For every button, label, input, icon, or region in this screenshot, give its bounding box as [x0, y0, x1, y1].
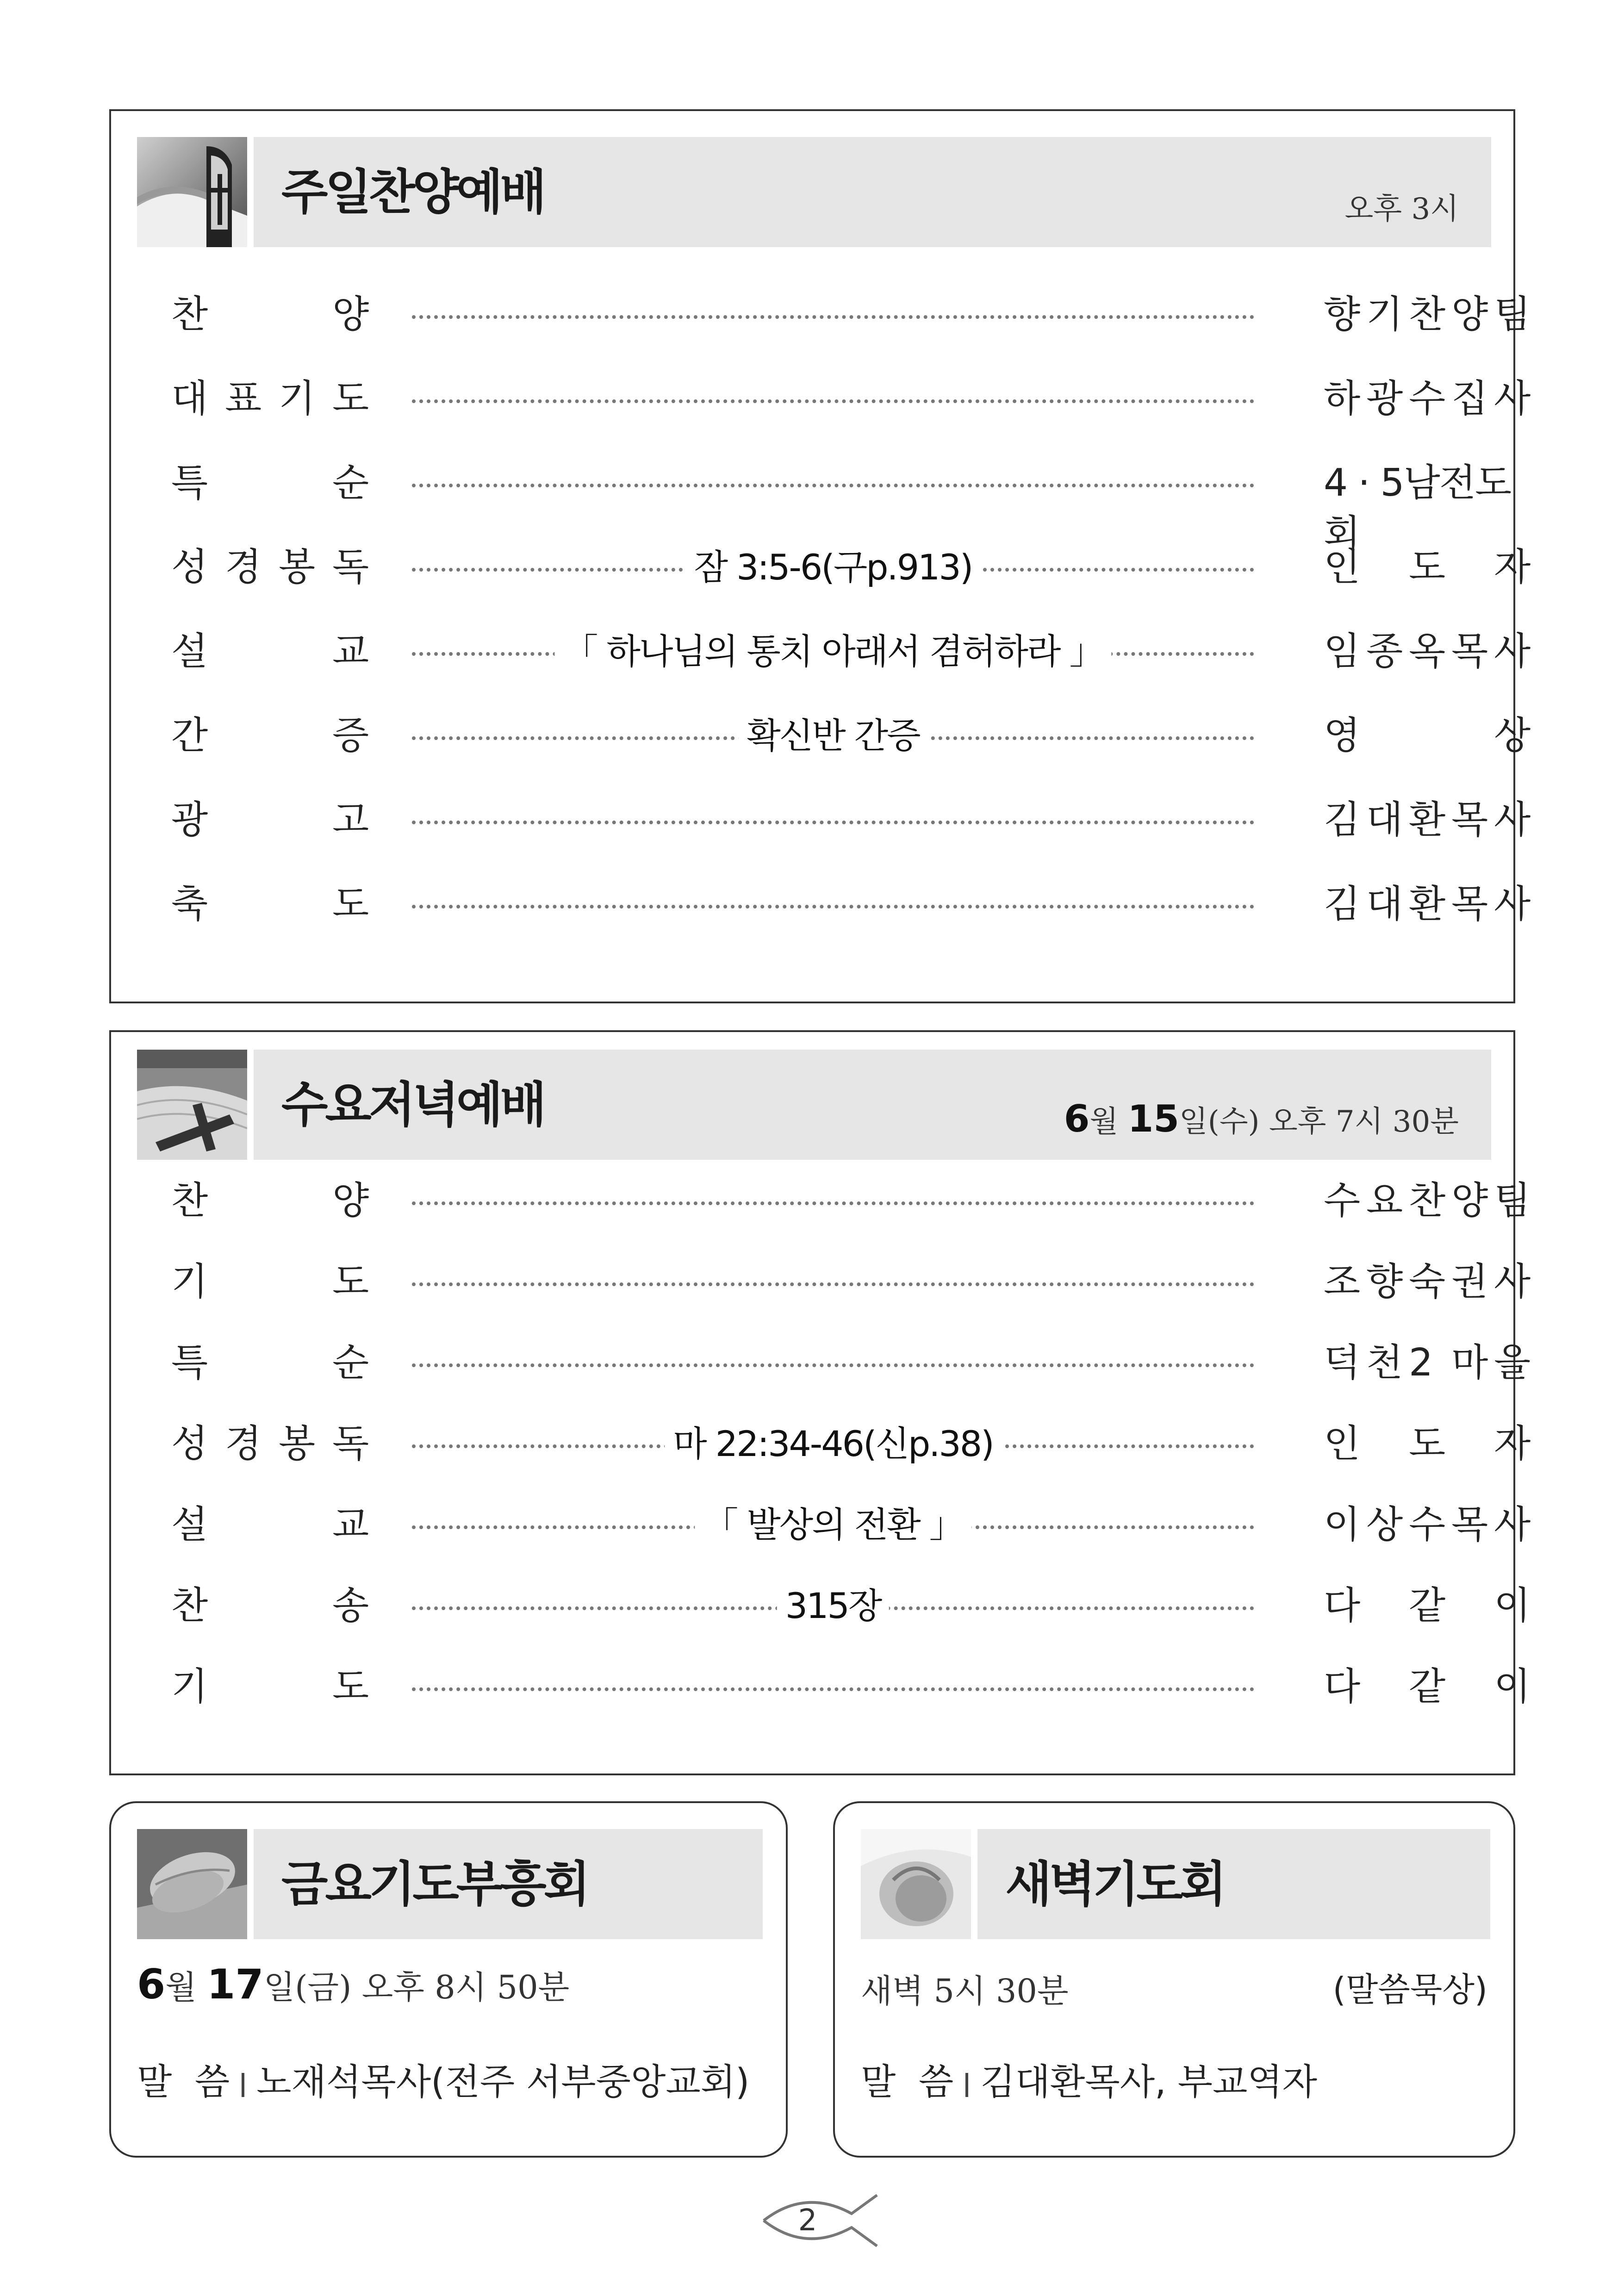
- sunday-service-box: [109, 109, 1531, 1003]
- label-char: 특: [171, 1341, 208, 1385]
- person-char: 영: [1324, 714, 1361, 758]
- label-char: 광: [171, 798, 208, 842]
- program-row: [171, 458, 1513, 556]
- program-row: [171, 1580, 1531, 1631]
- person-char: 천: [1366, 1341, 1403, 1385]
- bible-cross-photo-2: [137, 1050, 247, 1160]
- program-row: [171, 626, 1531, 677]
- program-row: [171, 1661, 1531, 1712]
- dawn-title: 새벽기도회: [1005, 1856, 1224, 1912]
- label-char: 봉: [279, 545, 316, 589]
- label-char: 독: [332, 545, 369, 589]
- wednesday-title: 수요저녁예배: [281, 1076, 544, 1133]
- program-item-person: [1324, 542, 1532, 593]
- person-char: 이: [1494, 1584, 1531, 1628]
- program-item-detail: 마 22:34-46(신p.38): [665, 1419, 1002, 1469]
- person-char: 마: [1451, 1341, 1488, 1385]
- program-row: [171, 1419, 1531, 1469]
- dotted-leader: [412, 484, 1254, 487]
- label-char: 대: [171, 377, 208, 421]
- friday-sermon-label: 말 씀: [137, 2061, 230, 2103]
- label-char: 성: [171, 545, 208, 589]
- person-char: 상: [1366, 1503, 1403, 1547]
- program-row: [171, 542, 1531, 593]
- person-char: 다: [1324, 1665, 1361, 1709]
- program-item-label: [171, 1419, 370, 1469]
- program-item-label: [171, 795, 370, 846]
- person-char: 2: [1409, 1341, 1433, 1385]
- label-char: 축: [171, 882, 208, 926]
- divider-bar: [965, 2073, 968, 2097]
- dawn-sermon-value: 김대환목사, 부교역자: [980, 2061, 1318, 2103]
- page-number: 2: [798, 2203, 817, 2238]
- program-item-label: [171, 626, 370, 677]
- dawn-sermon: [861, 2053, 1317, 2105]
- program-item-person: [1324, 1580, 1532, 1631]
- program-item-label: [171, 1338, 370, 1388]
- person-char: 팀: [1494, 1179, 1531, 1223]
- dawn-note: (말씀묵상): [1332, 1970, 1487, 2009]
- person-char: 양: [1451, 292, 1488, 336]
- label-char: 독: [332, 1422, 369, 1466]
- program-item-person: [1324, 1338, 1532, 1388]
- label-char: 양: [332, 292, 369, 336]
- program-item-person: [1324, 879, 1532, 930]
- person-char: 수: [1409, 377, 1446, 421]
- wednesday-time: 6월 15일(수) 오후 7시 30분: [1064, 1097, 1459, 1140]
- label-char: 표: [225, 377, 262, 421]
- bible-cross-photo: [137, 137, 247, 247]
- program-item-label: [171, 542, 370, 593]
- dotted-leader: [412, 821, 1254, 824]
- person-char: 하: [1324, 377, 1361, 421]
- label-char: 봉: [279, 1422, 316, 1466]
- person-char: 도: [1409, 545, 1446, 589]
- person-char: 대: [1366, 798, 1403, 842]
- program-item-label: [171, 879, 370, 930]
- praying-hands-photo: [137, 1829, 247, 1939]
- person-char: 자: [1494, 545, 1531, 589]
- label-char: 기: [279, 377, 316, 421]
- label-char: 고: [332, 798, 369, 842]
- label-char: 순: [332, 461, 369, 505]
- person-char: 대: [1366, 882, 1403, 926]
- person-char: 이: [1324, 1503, 1361, 1547]
- program-row: [171, 1338, 1531, 1388]
- wednesday-header: [254, 1050, 1491, 1160]
- sunday-time: 오후 3시: [1344, 192, 1459, 226]
- person-char: 수: [1324, 1179, 1361, 1223]
- person-char: 요: [1366, 1179, 1403, 1223]
- dawn-prayer-box: [833, 1801, 1515, 2158]
- label-char: 교: [332, 1503, 369, 1547]
- program-item-person: [1324, 1500, 1532, 1550]
- person-char: 수: [1409, 1503, 1446, 1547]
- sunday-title: 주일찬양예배: [281, 164, 544, 220]
- person-char: 인: [1324, 1422, 1361, 1466]
- divider-bar: [242, 2073, 244, 2097]
- person-char: 목: [1451, 629, 1488, 673]
- person-char: 상: [1494, 714, 1531, 758]
- program-row: [171, 1176, 1531, 1226]
- label-char: 증: [332, 714, 369, 758]
- program-item-person: [1324, 289, 1532, 340]
- program-row: [171, 710, 1531, 761]
- label-char: 송: [332, 1584, 369, 1628]
- label-char: 경: [225, 545, 262, 589]
- program-row: [171, 289, 1531, 340]
- dotted-leader: [412, 1363, 1254, 1367]
- dawn-sermon-label: 말 씀: [861, 2061, 954, 2103]
- program-item-detail: 「 하나님의 통치 아래서 겸허하라 」: [554, 626, 1111, 677]
- label-char: 찬: [171, 292, 208, 336]
- person-char: 덕: [1324, 1341, 1361, 1385]
- person-char: 종: [1366, 629, 1403, 673]
- program-item-label: [171, 1257, 370, 1307]
- person-char: 집: [1451, 377, 1488, 421]
- program-item-person: [1324, 710, 1532, 761]
- label-char: 간: [171, 714, 208, 758]
- program-item-label: [171, 373, 370, 424]
- person-char: 김: [1324, 882, 1361, 926]
- program-row: [171, 373, 1531, 424]
- program-item-detail: 잠 3:5-6(구p.913): [686, 542, 981, 593]
- person-char: 다: [1324, 1584, 1361, 1628]
- person-char: 팀: [1494, 292, 1531, 336]
- person-char: 향: [1324, 292, 1361, 336]
- program-item-person: [1324, 458, 1532, 556]
- person-char: 양: [1451, 1179, 1488, 1223]
- person-char: 김: [1324, 798, 1361, 842]
- person-char: 을: [1494, 1341, 1531, 1385]
- friday-sermon: [137, 2053, 749, 2105]
- friday-prayer-box: [109, 1801, 788, 2158]
- program-item-person: [1324, 1176, 1532, 1226]
- label-char: 특: [171, 461, 208, 505]
- program-row: [171, 879, 1531, 930]
- person-char: 찬: [1409, 1179, 1446, 1223]
- person-char: 임: [1324, 629, 1361, 673]
- label-char: 교: [332, 629, 369, 673]
- program-item-label: [171, 289, 370, 340]
- person-char: 목: [1451, 1503, 1488, 1547]
- person-char: 사: [1494, 798, 1531, 842]
- friday-sermon-value: 노재석목사(전주 서부중앙교회): [256, 2061, 750, 2103]
- program-item-label: [171, 458, 370, 509]
- dotted-leader: [412, 905, 1254, 908]
- program-item-label: [171, 1580, 370, 1631]
- program-item-label: [171, 710, 370, 761]
- person-char: 찬: [1409, 292, 1446, 336]
- label-char: 찬: [171, 1179, 208, 1223]
- program-row: [171, 795, 1531, 846]
- program-item-person: [1324, 1257, 1532, 1307]
- friday-time: 6월 17일(금) 오후 8시 50분: [137, 1960, 570, 2008]
- person-char: 조: [1324, 1260, 1361, 1304]
- friday-header: [254, 1829, 763, 1939]
- program-item-label: [171, 1500, 370, 1550]
- friday-title: 금요기도부흥회: [281, 1856, 588, 1912]
- person-char: 환: [1409, 798, 1446, 842]
- label-char: 양: [332, 1179, 369, 1223]
- person-char: 자: [1494, 1422, 1531, 1466]
- person-char: 도: [1409, 1422, 1446, 1466]
- person-char: 인: [1324, 545, 1361, 589]
- label-char: 성: [171, 1422, 208, 1466]
- label-char: 경: [225, 1422, 262, 1466]
- program-item-label: [171, 1661, 370, 1712]
- person-char: 사: [1494, 377, 1531, 421]
- person-char: 사: [1494, 629, 1531, 673]
- dotted-leader: [412, 1201, 1254, 1205]
- person-char: 사: [1494, 882, 1531, 926]
- label-char: 기: [171, 1665, 208, 1709]
- program-item-detail: 315장: [777, 1580, 889, 1631]
- label-char: 도: [332, 1260, 369, 1304]
- label-char: 순: [332, 1341, 369, 1385]
- person-char: 기: [1366, 292, 1403, 336]
- sunday-header: [254, 137, 1491, 247]
- person-char: 환: [1409, 882, 1446, 926]
- label-char: 기: [171, 1260, 208, 1304]
- program-item-person: [1324, 373, 1532, 424]
- person-char: 목: [1451, 798, 1488, 842]
- person-char: 목: [1451, 882, 1488, 926]
- clasped-hands-photo: [861, 1829, 971, 1939]
- program-item-person: [1324, 1419, 1532, 1469]
- person-char: 권: [1451, 1260, 1488, 1304]
- person-char: 사: [1494, 1260, 1531, 1304]
- page-number-fish: [759, 2188, 884, 2253]
- dotted-leader: [412, 399, 1254, 403]
- program-item-person: [1324, 1661, 1532, 1712]
- person-char: 숙: [1409, 1260, 1446, 1304]
- label-char: 설: [171, 629, 208, 673]
- label-char: 찬: [171, 1584, 208, 1628]
- person-text: 4 · 5남전도회: [1324, 461, 1511, 556]
- program-item-person: [1324, 626, 1532, 677]
- label-char: 설: [171, 1503, 208, 1547]
- program-item-detail: 확신반 간증: [738, 710, 927, 761]
- program-item-person: [1324, 795, 1532, 846]
- program-item-detail: 「 발상의 전환 」: [695, 1500, 971, 1550]
- person-char: 같: [1409, 1665, 1446, 1709]
- person-char: 향: [1366, 1260, 1403, 1304]
- person-char: 옥: [1409, 629, 1446, 673]
- program-row: [171, 1257, 1531, 1307]
- label-char: 도: [332, 377, 369, 421]
- dotted-leader: [412, 315, 1254, 319]
- wednesday-service-box: [109, 1030, 1531, 1775]
- label-char: 도: [332, 882, 369, 926]
- label-char: 도: [332, 1665, 369, 1709]
- person-char: 광: [1366, 377, 1403, 421]
- person-char: 같: [1409, 1584, 1446, 1628]
- dawn-time: 새벽 5시 30분: [861, 1972, 1069, 2010]
- person-char: 사: [1494, 1503, 1531, 1547]
- person-char: 이: [1494, 1665, 1531, 1709]
- dotted-leader: [412, 1282, 1254, 1286]
- dawn-header: [977, 1829, 1490, 1939]
- program-item-label: [171, 1176, 370, 1226]
- program-row: [171, 1500, 1531, 1550]
- dotted-leader: [412, 1687, 1254, 1691]
